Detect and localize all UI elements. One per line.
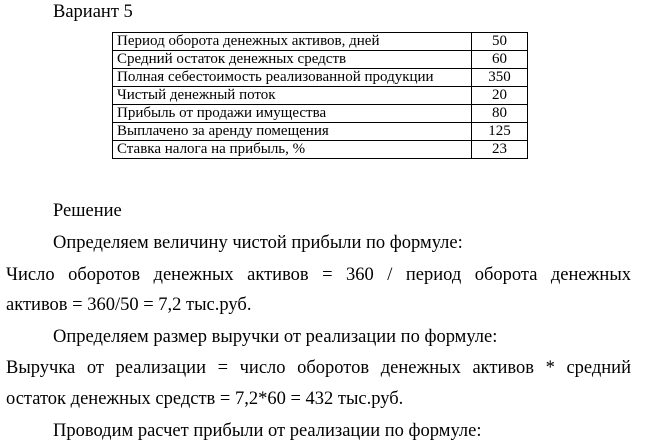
paragraph-turnover-line2: активов = 360/50 = 7,2 тыс.руб. [6,295,252,315]
row-value: 20 [472,87,528,105]
row-label: Полная себестоимость реализованной продукции [113,69,472,87]
paragraph-revenue-intro: Определяем размер выручки от реализации по формуле: [53,327,498,347]
table-row [113,141,528,159]
row-value: 23 [472,141,528,159]
row-value: 60 [472,51,528,69]
table-row [113,105,528,123]
solution-title: Решение [53,201,122,221]
table-row [113,69,528,87]
row-label: Прибыль от продажи имущества [113,105,472,123]
paragraph-revenue-line1: Выручка от реализации = число оборотов денежных активов * средний [6,358,631,378]
row-value: 125 [472,123,528,141]
table-row [113,87,528,105]
table-row [113,33,528,51]
row-label: Ставка налога на прибыль, % [113,141,472,159]
variant-heading: Вариант 5 [53,2,133,22]
row-label: Выплачено за аренду помещения [113,123,472,141]
paragraph-revenue-line2: остаток денежных средств = 7,2*60 = 432 тыс.руб. [6,389,404,409]
row-value: 50 [472,33,528,51]
row-label: Средний остаток денежных средств [113,51,472,69]
paragraph-profit-intro: Проводим расчет прибыли от реализации по формуле: [53,421,482,441]
table-row [113,123,528,141]
parameters-table [112,32,528,159]
row-label: Период оборота денежных активов, дней [113,33,472,51]
row-value: 350 [472,69,528,87]
table-row [113,51,528,69]
paragraph-net-profit-intro: Определяем величину чистой прибыли по формуле: [53,233,463,253]
row-label: Чистый денежный поток [113,87,472,105]
row-value: 80 [472,105,528,123]
paragraph-turnover-line1: Число оборотов денежных активов = 360 / период оборота денежных [6,265,631,285]
